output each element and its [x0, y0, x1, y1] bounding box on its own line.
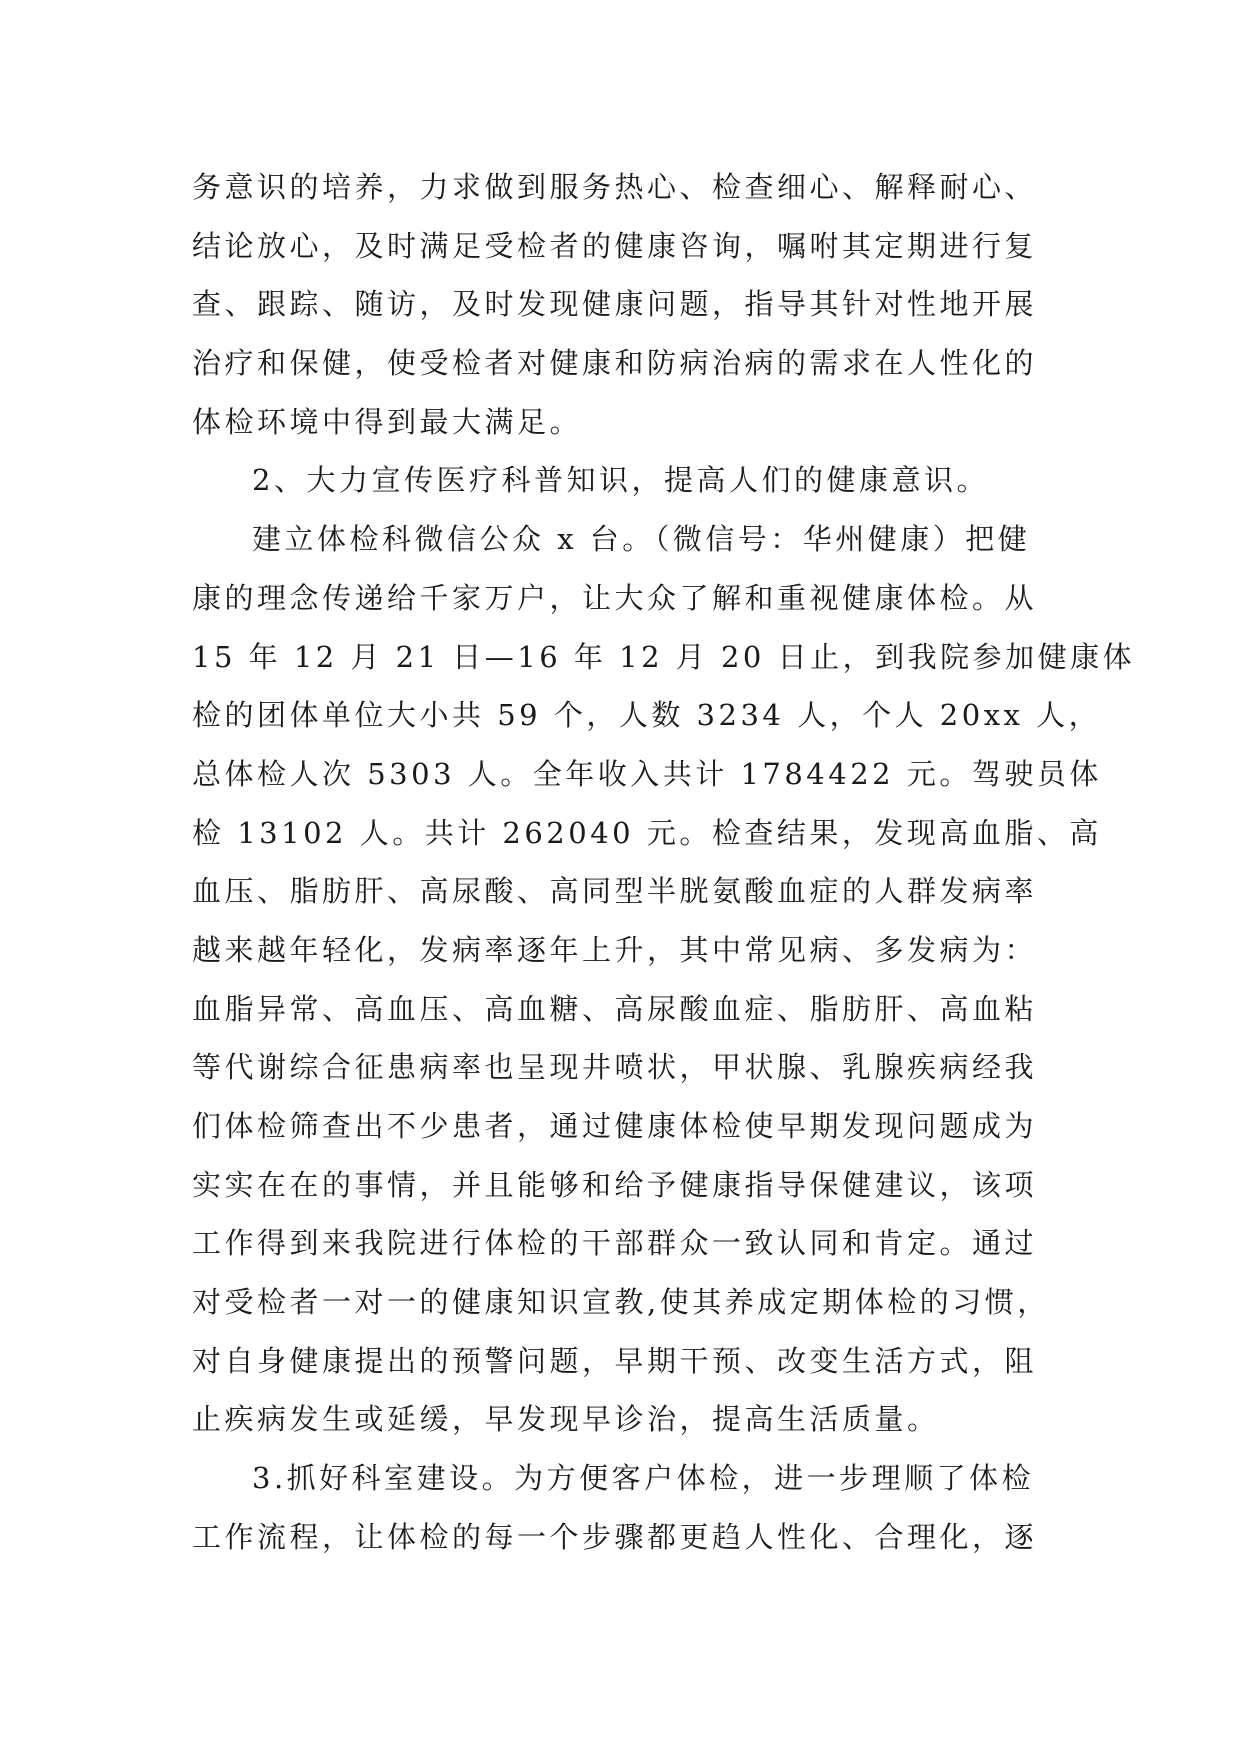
text-line: 建立体检科微信公众 x 台。（微信号：华州健康）把健: [252, 522, 1031, 557]
text-line: 务意识的培养，力求做到服务热心、检查细心、解释耐心、: [192, 170, 1038, 204]
text-line: 对自身健康提出的预警问题，早期干预、改变生活方式，阻: [192, 1343, 1038, 1378]
text-line: 血压、脂肪肝、高尿酸、高同型半胱氨酸血症的人群发病率: [192, 874, 1038, 909]
text-line: 们体检筛查出不少患者，通过健康体检使早期发现问题成为: [192, 1109, 1038, 1143]
text-line: 2、大力宣传医疗科普知识，提高人们的健康意识。: [252, 463, 989, 498]
text-line: 查、跟踪、随访，及时发现健康问题，指导其针对性地开展: [192, 287, 1038, 322]
text-line: 血脂异常、高血压、高血糖、高尿酸血症、脂肪肝、高血粘: [192, 991, 1038, 1026]
text-line: 止疾病发生或延缓，早发现早诊治，提高生活质量。: [192, 1402, 940, 1437]
text-line: 检的团体单位大小共 59 个，人数 3234 人，个人 20xx 人，: [192, 698, 1102, 733]
text-line: 工作流程，让体检的每一个步骤都更趋人性化、合理化，逐: [192, 1519, 1038, 1554]
text-line: 越来越年轻化，发病率逐年上升，其中常见病、多发病为：: [192, 932, 1038, 967]
text-line: 等代谢综合征患病率也呈现井喷状，甲状腺、乳腺疾病经我: [192, 1050, 1038, 1085]
text-line: 康的理念传递给千家万户，让大众了解和重视健康体检。从: [192, 580, 1038, 615]
text-line: 3.抓好科室建设。为方便客户体检，进一步理顺了体检: [252, 1461, 1035, 1496]
text-line: 工作得到来我院进行体检的干部群众一致认同和肯定。通过: [192, 1226, 1038, 1261]
text-line: 总体检人次 5303 人。全年收入共计 1784422 元。驾驶员体: [192, 756, 1102, 791]
text-line: 检 13102 人。共计 262040 元。检查结果，发现高血脂、高: [192, 815, 1102, 850]
text-line: 治疗和保健，使受检者对健康和防病治病的需求在人性化的: [192, 346, 1038, 381]
text-line: 15 年 12 月 21 日—16 年 12 月 20 日止，到我院参加健康体: [192, 639, 1136, 674]
text-line: 体检环境中得到最大满足。: [192, 404, 583, 439]
text-line: 实实在在的事情，并且能够和给予健康指导保健建议，该项: [192, 1167, 1038, 1202]
text-line: 对受检者一对一的健康知识宣教,使其养成定期体检的习惯，: [192, 1285, 1050, 1320]
text-line: 结论放心，及时满足受检者的健康咨询，嘱咐其定期进行复: [192, 228, 1038, 263]
body-text: [192, 158, 1136, 1567]
